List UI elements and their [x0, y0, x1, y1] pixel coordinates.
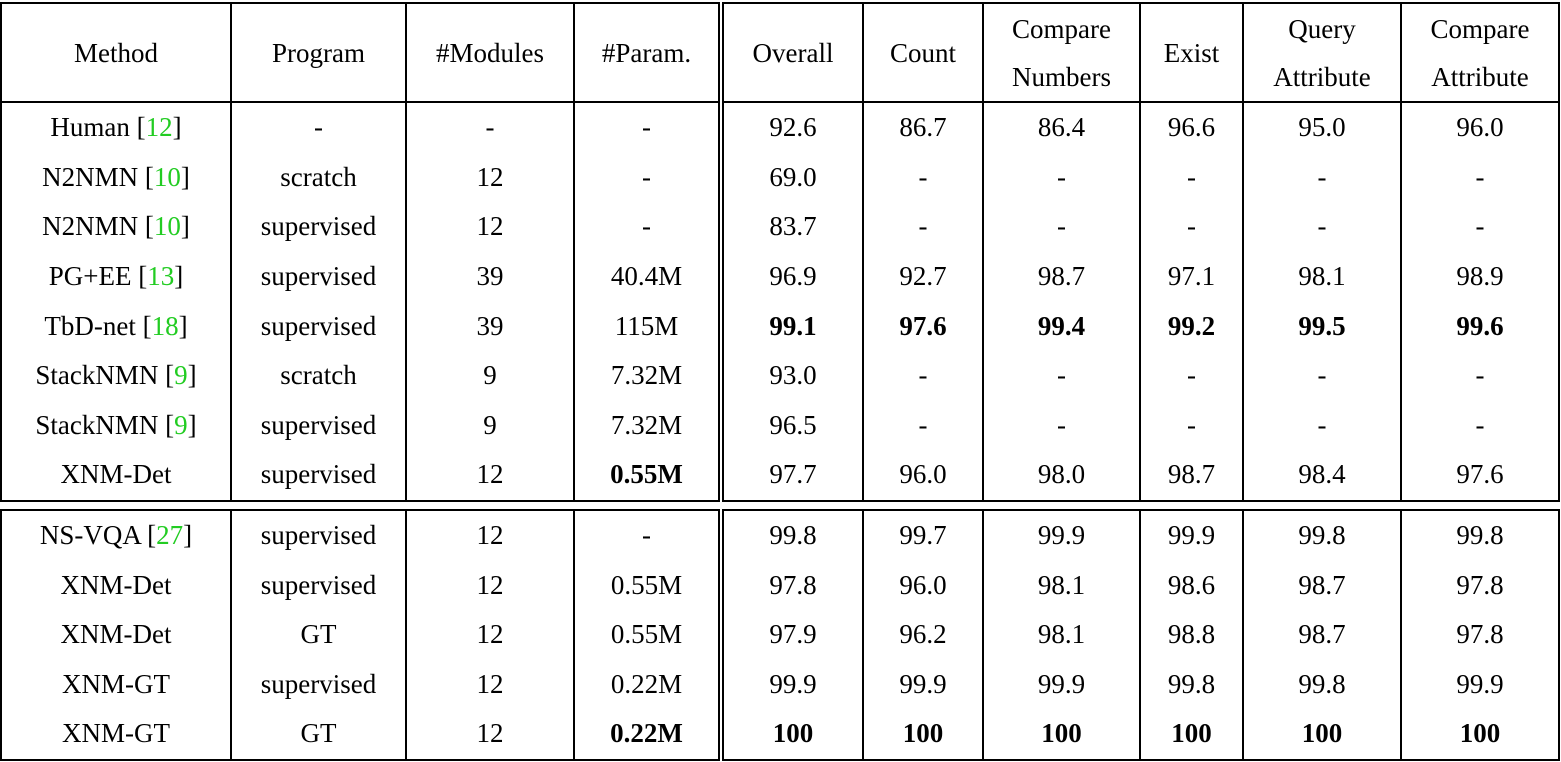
method-name: Human: [50, 112, 130, 143]
method-cell: StackNMN [9]: [1, 401, 231, 451]
compare-numbers-cell: 98.7: [983, 252, 1140, 302]
method-name: XNM-GT: [62, 668, 170, 699]
header-compare-numbers: Compare Numbers: [983, 3, 1140, 102]
method-name: StackNMN: [35, 360, 159, 391]
table-row: [1, 401, 1559, 451]
header-method: Method: [1, 3, 231, 102]
overall-cell: 99.1: [721, 301, 863, 351]
program-cell: -: [231, 102, 406, 153]
header-program: Program: [231, 3, 406, 102]
table-row: [1, 510, 1559, 561]
modules-cell: 39: [406, 252, 574, 302]
params-cell: 7.32M: [574, 401, 721, 451]
count-cell: 96.2: [863, 610, 983, 660]
overall-cell: 69.0: [721, 153, 863, 203]
params-cell: 0.22M: [574, 660, 721, 710]
program-cell: supervised: [231, 202, 406, 252]
method-cell: Human [12]: [1, 102, 231, 153]
modules-cell: 12: [406, 660, 574, 710]
program-cell: scratch: [231, 153, 406, 203]
header-modules: #Modules: [406, 3, 574, 102]
header-exist: Exist: [1140, 3, 1243, 102]
program-cell: supervised: [231, 252, 406, 302]
overall-cell: 96.5: [721, 401, 863, 451]
modules-cell: 12: [406, 450, 574, 501]
query-attribute-cell: 95.0: [1243, 102, 1401, 153]
citation-link[interactable]: 18: [151, 310, 179, 341]
overall-cell: 83.7: [721, 202, 863, 252]
modules-cell: 9: [406, 351, 574, 401]
table-row: [1, 351, 1559, 401]
program-cell: supervised: [231, 401, 406, 451]
query-attribute-cell: 100: [1243, 709, 1401, 760]
modules-cell: 12: [406, 153, 574, 203]
exist-cell: -: [1140, 401, 1243, 451]
header-count: Count: [863, 3, 983, 102]
count-cell: -: [863, 351, 983, 401]
table-row: [1, 610, 1559, 660]
citation-link[interactable]: 27: [156, 520, 184, 551]
compare-attribute-cell: 99.9: [1401, 660, 1559, 710]
count-cell: 86.7: [863, 102, 983, 153]
table-row: [1, 450, 1559, 501]
method-name: N2NMN: [42, 161, 139, 192]
method-cell: StackNMN [9]: [1, 351, 231, 401]
compare-attribute-cell: 97.6: [1401, 450, 1559, 501]
compare-attribute-cell: 96.0: [1401, 102, 1559, 153]
results-table-container: [0, 2, 1560, 761]
compare-attribute-cell: 100: [1401, 709, 1559, 760]
overall-cell: 99.9: [721, 660, 863, 710]
count-cell: -: [863, 202, 983, 252]
header-overall: Overall: [721, 3, 863, 102]
compare-numbers-cell: 98.1: [983, 560, 1140, 610]
method-name: XNM-Det: [60, 619, 172, 650]
method-name: XNM-GT: [62, 718, 170, 749]
query-attribute-cell: -: [1243, 202, 1401, 252]
program-cell: scratch: [231, 351, 406, 401]
table-row: [1, 153, 1559, 203]
method-name: NS-VQA: [39, 520, 141, 551]
compare-numbers-cell: -: [983, 401, 1140, 451]
query-attribute-cell: 98.4: [1243, 450, 1401, 501]
method-cell: [1, 450, 231, 501]
params-cell: -: [574, 153, 721, 203]
compare-numbers-cell: 100: [983, 709, 1140, 760]
query-attribute-cell: 99.8: [1243, 510, 1401, 561]
method-cell: [1, 560, 231, 610]
exist-cell: -: [1140, 153, 1243, 203]
group-separator: [1, 501, 1559, 510]
citation-link[interactable]: 13: [147, 261, 175, 292]
count-cell: 96.0: [863, 560, 983, 610]
program-cell: supervised: [231, 660, 406, 710]
exist-cell: 97.1: [1140, 252, 1243, 302]
method-cell: N2NMN [10]: [1, 202, 231, 252]
method-name: N2NMN: [42, 211, 139, 242]
table-row: [1, 252, 1559, 302]
exist-cell: 100: [1140, 709, 1243, 760]
compare-attribute-cell: 97.8: [1401, 610, 1559, 660]
table-row: [1, 660, 1559, 710]
table-row: [1, 301, 1559, 351]
count-cell: 99.9: [863, 660, 983, 710]
compare-attribute-cell: -: [1401, 351, 1559, 401]
exist-cell: 98.8: [1140, 610, 1243, 660]
citation-link[interactable]: 9: [174, 409, 188, 440]
program-cell: GT: [231, 610, 406, 660]
method-cell: NS-VQA [27]: [1, 510, 231, 561]
query-attribute-cell: 99.8: [1243, 660, 1401, 710]
results-table: [0, 2, 1560, 761]
exist-cell: -: [1140, 351, 1243, 401]
header-compare-attribute: Compare Attribute: [1401, 3, 1559, 102]
method-cell: [1, 709, 231, 760]
overall-cell: 100: [721, 709, 863, 760]
exist-cell: 99.9: [1140, 510, 1243, 561]
modules-cell: 12: [406, 560, 574, 610]
method-cell: [1, 610, 231, 660]
overall-cell: 93.0: [721, 351, 863, 401]
method-name: XNM-Det: [60, 459, 172, 490]
compare-attribute-cell: 97.8: [1401, 560, 1559, 610]
method-name: XNM-Det: [60, 569, 172, 600]
exist-cell: 96.6: [1140, 102, 1243, 153]
exist-cell: 99.8: [1140, 660, 1243, 710]
params-cell: 0.55M: [574, 450, 721, 501]
header-row: [1, 3, 1559, 102]
compare-attribute-cell: -: [1401, 202, 1559, 252]
program-cell: supervised: [231, 510, 406, 561]
count-cell: 99.7: [863, 510, 983, 561]
compare-attribute-cell: -: [1401, 401, 1559, 451]
modules-cell: 9: [406, 401, 574, 451]
separator-cell: [1, 501, 1559, 510]
method-cell: TbD-net [18]: [1, 301, 231, 351]
modules-cell: 12: [406, 610, 574, 660]
count-cell: 97.6: [863, 301, 983, 351]
method-cell: PG+EE [13]: [1, 252, 231, 302]
citation-link[interactable]: 10: [153, 161, 181, 192]
method-name: StackNMN: [35, 409, 159, 440]
count-cell: -: [863, 401, 983, 451]
compare-numbers-cell: 98.0: [983, 450, 1140, 501]
params-cell: 0.22M: [574, 709, 721, 760]
modules-cell: 12: [406, 202, 574, 252]
params-cell: -: [574, 202, 721, 252]
overall-cell: 97.9: [721, 610, 863, 660]
citation-link[interactable]: 10: [153, 211, 181, 242]
program-cell: supervised: [231, 450, 406, 501]
params-cell: -: [574, 102, 721, 153]
program-cell: supervised: [231, 301, 406, 351]
table-row: [1, 709, 1559, 760]
params-cell: 7.32M: [574, 351, 721, 401]
header-query-attribute: Query Attribute: [1243, 3, 1401, 102]
overall-cell: 97.8: [721, 560, 863, 610]
overall-cell: 92.6: [721, 102, 863, 153]
count-cell: -: [863, 153, 983, 203]
exist-cell: 99.2: [1140, 301, 1243, 351]
query-attribute-cell: 98.1: [1243, 252, 1401, 302]
table-row: [1, 560, 1559, 610]
compare-attribute-cell: 99.8: [1401, 510, 1559, 561]
compare-attribute-cell: 98.9: [1401, 252, 1559, 302]
params-cell: 0.55M: [574, 560, 721, 610]
params-cell: 40.4M: [574, 252, 721, 302]
modules-cell: -: [406, 102, 574, 153]
count-cell: 96.0: [863, 450, 983, 501]
method-name: PG+EE: [48, 261, 132, 292]
citation-link[interactable]: 12: [145, 112, 173, 143]
table-row: [1, 102, 1559, 153]
query-attribute-cell: 98.7: [1243, 560, 1401, 610]
table-row: [1, 202, 1559, 252]
modules-cell: 39: [406, 301, 574, 351]
exist-cell: -: [1140, 202, 1243, 252]
program-cell: GT: [231, 709, 406, 760]
compare-attribute-cell: -: [1401, 153, 1559, 203]
overall-cell: 97.7: [721, 450, 863, 501]
overall-cell: 99.8: [721, 510, 863, 561]
method-name: TbD-net: [44, 310, 136, 341]
modules-cell: 12: [406, 510, 574, 561]
params-cell: 115M: [574, 301, 721, 351]
query-attribute-cell: -: [1243, 351, 1401, 401]
params-cell: 0.55M: [574, 610, 721, 660]
count-cell: 92.7: [863, 252, 983, 302]
query-attribute-cell: -: [1243, 153, 1401, 203]
compare-numbers-cell: -: [983, 153, 1140, 203]
params-cell: -: [574, 510, 721, 561]
exist-cell: 98.7: [1140, 450, 1243, 501]
program-cell: supervised: [231, 560, 406, 610]
method-cell: [1, 660, 231, 710]
query-attribute-cell: 98.7: [1243, 610, 1401, 660]
compare-numbers-cell: 86.4: [983, 102, 1140, 153]
header-params: #Param.: [574, 3, 721, 102]
query-attribute-cell: -: [1243, 401, 1401, 451]
compare-numbers-cell: 99.4: [983, 301, 1140, 351]
exist-cell: 98.6: [1140, 560, 1243, 610]
compare-numbers-cell: -: [983, 202, 1140, 252]
compare-numbers-cell: -: [983, 351, 1140, 401]
query-attribute-cell: 99.5: [1243, 301, 1401, 351]
method-cell: N2NMN [10]: [1, 153, 231, 203]
compare-numbers-cell: 99.9: [983, 510, 1140, 561]
compare-numbers-cell: 98.1: [983, 610, 1140, 660]
citation-link[interactable]: 9: [174, 360, 188, 391]
overall-cell: 96.9: [721, 252, 863, 302]
compare-attribute-cell: 99.6: [1401, 301, 1559, 351]
count-cell: 100: [863, 709, 983, 760]
modules-cell: 12: [406, 709, 574, 760]
compare-numbers-cell: 99.9: [983, 660, 1140, 710]
